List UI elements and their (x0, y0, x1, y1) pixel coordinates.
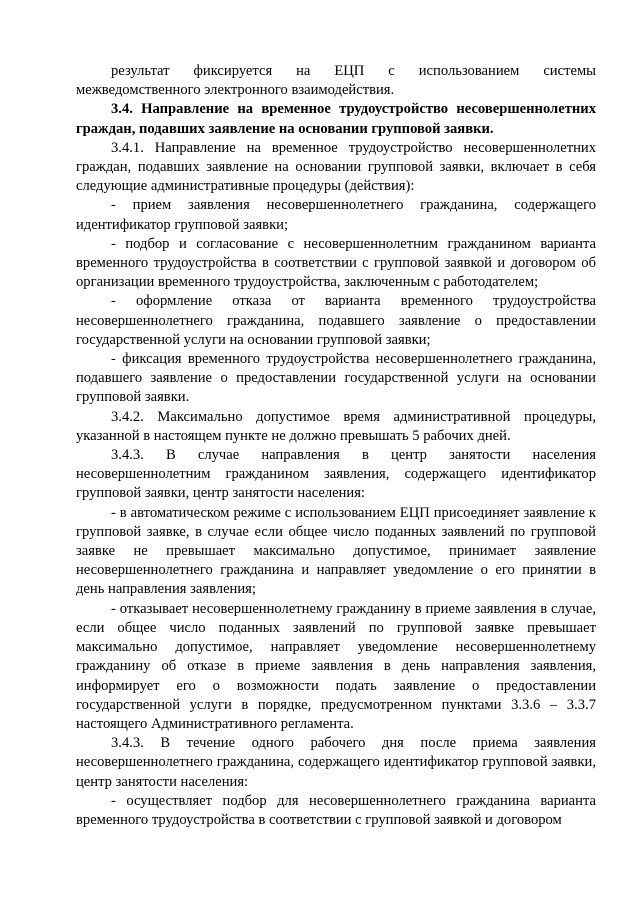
paragraph-3-4-2: 3.4.2. Максимально допустимое время административной процедуры, указанной в настоящем пункте не должно превышать 5 рабочих дней. (76, 408, 596, 444)
paragraph-3-4-1: 3.4.1. Направление на временное трудоустройство несовершеннолетних граждан, подавших заявление на основании групповой заявки, включает в себя следующие административные процедуры (действия): (76, 139, 596, 195)
list-item-application-intake: - прием заявления несовершеннолетнего гражданина, содержащего идентификатор групповой заявки; (76, 197, 596, 233)
document-page (76, 62, 596, 830)
list-item-refusal-processing: - оформление отказа от варианта временного трудоустройства несовершеннолетнего гражданина, подавшего заявление о предоставлении государственной услуги на основании групповой заявки; (76, 293, 596, 348)
paragraph-3-4-3-case: 3.4.3. В случае направления в центр занятости населения несовершеннолетним гражданином заявления, содержащего идентификатор групповой заявки, центр занятости населения: (76, 447, 596, 502)
paragraph-result-fixed: результат фиксируется на ЕЦП с использованием системы межведомственного электронного взаимодействия. (76, 63, 596, 99)
list-item-refusal-notice: - отказывает несовершеннолетнему гражданину в приеме заявления в случае, если общее число поданных заявлений по групповой заявке превышает максимально допустимое, направляет уведомление несовершеннолетнему гражданину об отказе в приеме заявления в день направления заявления, информирует его о возможности подать заявление о предоставлении государственной услуги в порядке, предусмотренном пунктами 3.3.6 – 3.3.7 настоящего Административного регламента. (76, 600, 596, 732)
list-item-selection-agreement: - подбор и согласование с несовершеннолетним гражданином варианта временного трудоустройства в соответствии с групповой заявкой и договором об организации временного трудоустройства, заключенным с работодателем; (76, 235, 596, 291)
list-item-automatic-attachment: - в автоматическом режиме с использованием ЕЦП присоединяет заявление к групповой заявке, в случае если общее число поданных заявлений по групповой заявке не превышает максимально допустимое, принимает заявление несовершеннолетнего гражданина и направляет уведомление о его принятии в день направления заявления; (76, 504, 596, 598)
list-item-employment-recording: - фиксация временного трудоустройства несовершеннолетнего гражданина, подавшего заявление о предоставлении государственной услуги на основании групповой заявки. (76, 351, 596, 406)
paragraph-3-4-3-deadline: 3.4.3. В течение одного рабочего дня после приема заявления несовершеннолетнего гражданина, содержащего идентификатор групповой заявки, центр занятости населения: (76, 735, 596, 790)
section-heading-3-4: 3.4. Направление на временное трудоустройство несовершеннолетних граждан, подавших заявление на основании групповой заявки. (76, 101, 596, 137)
list-item-option-selection: - осуществляет подбор для несовершеннолетнего гражданина варианта временного трудоустройства в соответствии с групповой заявкой и договором (76, 792, 596, 828)
